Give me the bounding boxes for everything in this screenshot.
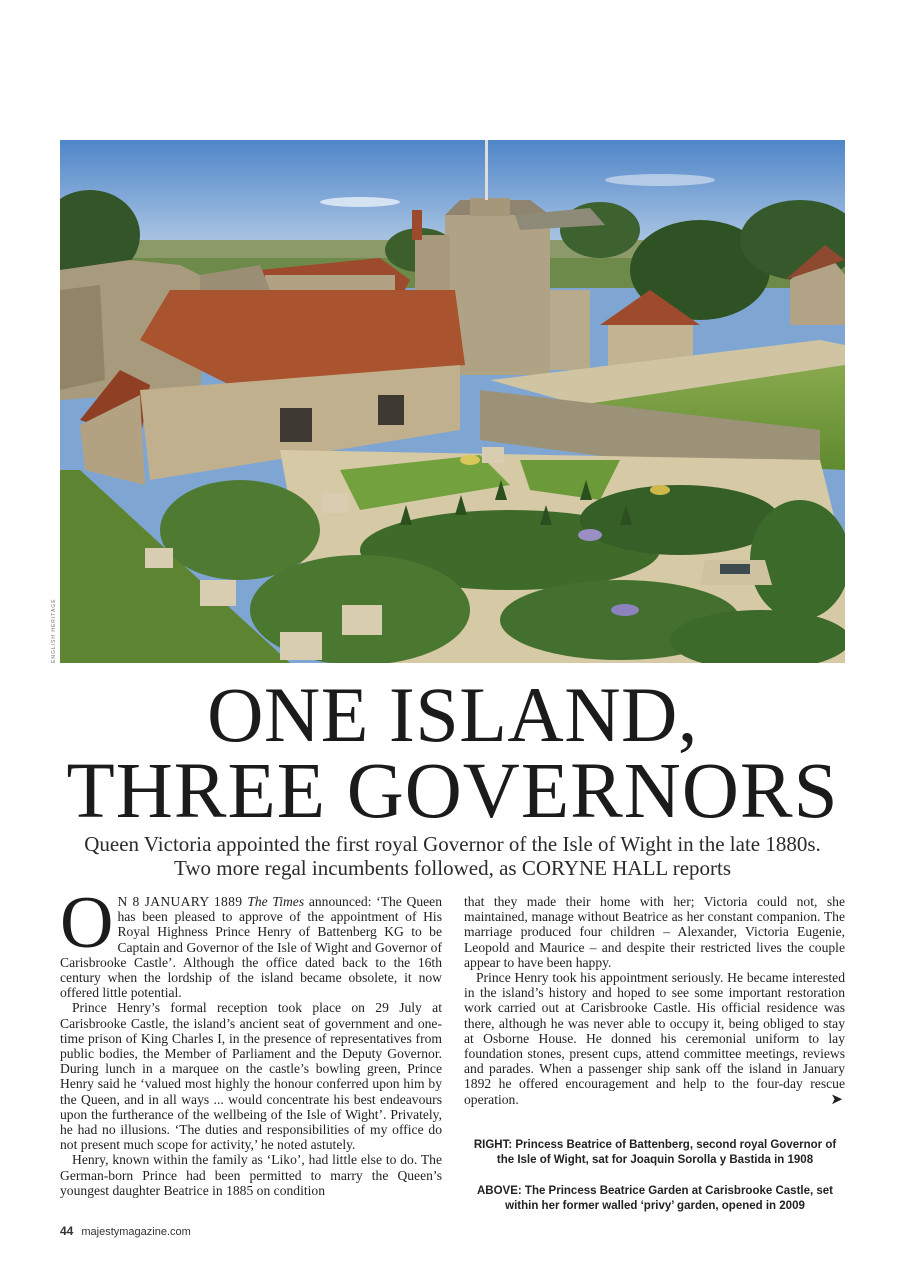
page-number: 44 <box>60 1224 74 1238</box>
article-column-left <box>60 882 442 1198</box>
paragraph-1 <box>60 882 442 1001</box>
article-column-right <box>464 894 845 1107</box>
photo-credit: ENGLISH HERITAGE <box>51 598 57 663</box>
paragraph-1-text: announced: ‘The Queen has been pleased to approve of the appointment of His Royal Highness Prince Henry of Battenberg KG to be Captain and Governor of the Isle of Wight and Governor of Carisbrooke Castle’. Although the office dated back to the 16th century when the lordship of the island became obsolete, it now offered little potential. <box>60 894 442 1001</box>
standfirst <box>40 832 865 880</box>
website-url: majestymagazine.com <box>81 1226 191 1238</box>
continue-arrow-icon: ➤ <box>830 1089 843 1108</box>
paragraph-3: Henry, known within the family as ‘Liko’, had little else to do. The German-born Prince had been permitted to marry the Queen’s youngest daughter Beatrice in 1885 on condition <box>60 1152 442 1198</box>
headline-line-2: THREE GOVERNORS <box>66 748 839 835</box>
paragraph-5 <box>464 970 845 1107</box>
standfirst-line-1: Queen Victoria appointed the first royal Governor of the Isle of Wight in the late 1880s. <box>84 832 821 856</box>
paragraph-4: that they made their home with her; Victoria could not, she maintained, manage without Beatrice as her constant companion. The marriage produced four children – Alexander, Victoria Eugenie, Leopold and Maurice – and despite their restricted lives the couple appear to have been happy. <box>464 894 845 970</box>
paragraph-2: Prince Henry’s formal reception took place on 29 July at Carisbrooke Castle, the island’s ancient seat of government and one-time prison of King Charles I, in the presence of representatives from public bodies, the Member of Parliament and the Deputy Governor. During lunch in a marquee on the castle’s bowling green, Prince Henry said he ‘valued most highly the honour conferred upon him by the Queen, and in all ways ... would concentrate his best endeavours upon the furtherance of the wellbeing of the Isle of Wight’. Privately, he had no illusions. ‘The duties and responsibilities of my office do not present much scope for activity,’ he noted astutely. <box>60 1000 442 1153</box>
drop-cap: O <box>60 882 114 964</box>
standfirst-line-2: Two more regal incumbents followed, as CORYNE HALL reports <box>173 856 732 880</box>
castle-garden-photo <box>60 140 845 663</box>
flagpole <box>485 140 488 200</box>
page-footer <box>60 1224 191 1238</box>
paragraph-1-lead: N 8 JANUARY 1889 <box>117 894 248 909</box>
caption-right: RIGHT: Princess Beatrice of Battenberg, second royal Governor of the Isle of Wight, sat for Joaquin Sorolla y Bastida in 1908 <box>473 1139 837 1166</box>
publication-title: The Times <box>247 894 305 909</box>
headline-line-1: ONE ISLAND, <box>207 671 698 758</box>
caption-above: ABOVE: The Princess Beatrice Garden at Carisbrooke Castle, set within her former walled ‘privy’ garden, opened in 2009 <box>477 1185 833 1212</box>
paragraph-5-text: Prince Henry took his appointment seriously. He became interested in the island’s history and hoped to see some important restoration work carried out at Carisbrooke Castle. His official residence was there, although he was never able to occupy it, being obliged to stay at Osborne House. He donned his ceremonial uniform to lay foundation stones, present cups, attend committee meetings, reviews and parades. When a passenger ship sank off the island in January 1892 he offered encouragement and help to the four-day rescue operation. <box>464 970 845 1107</box>
